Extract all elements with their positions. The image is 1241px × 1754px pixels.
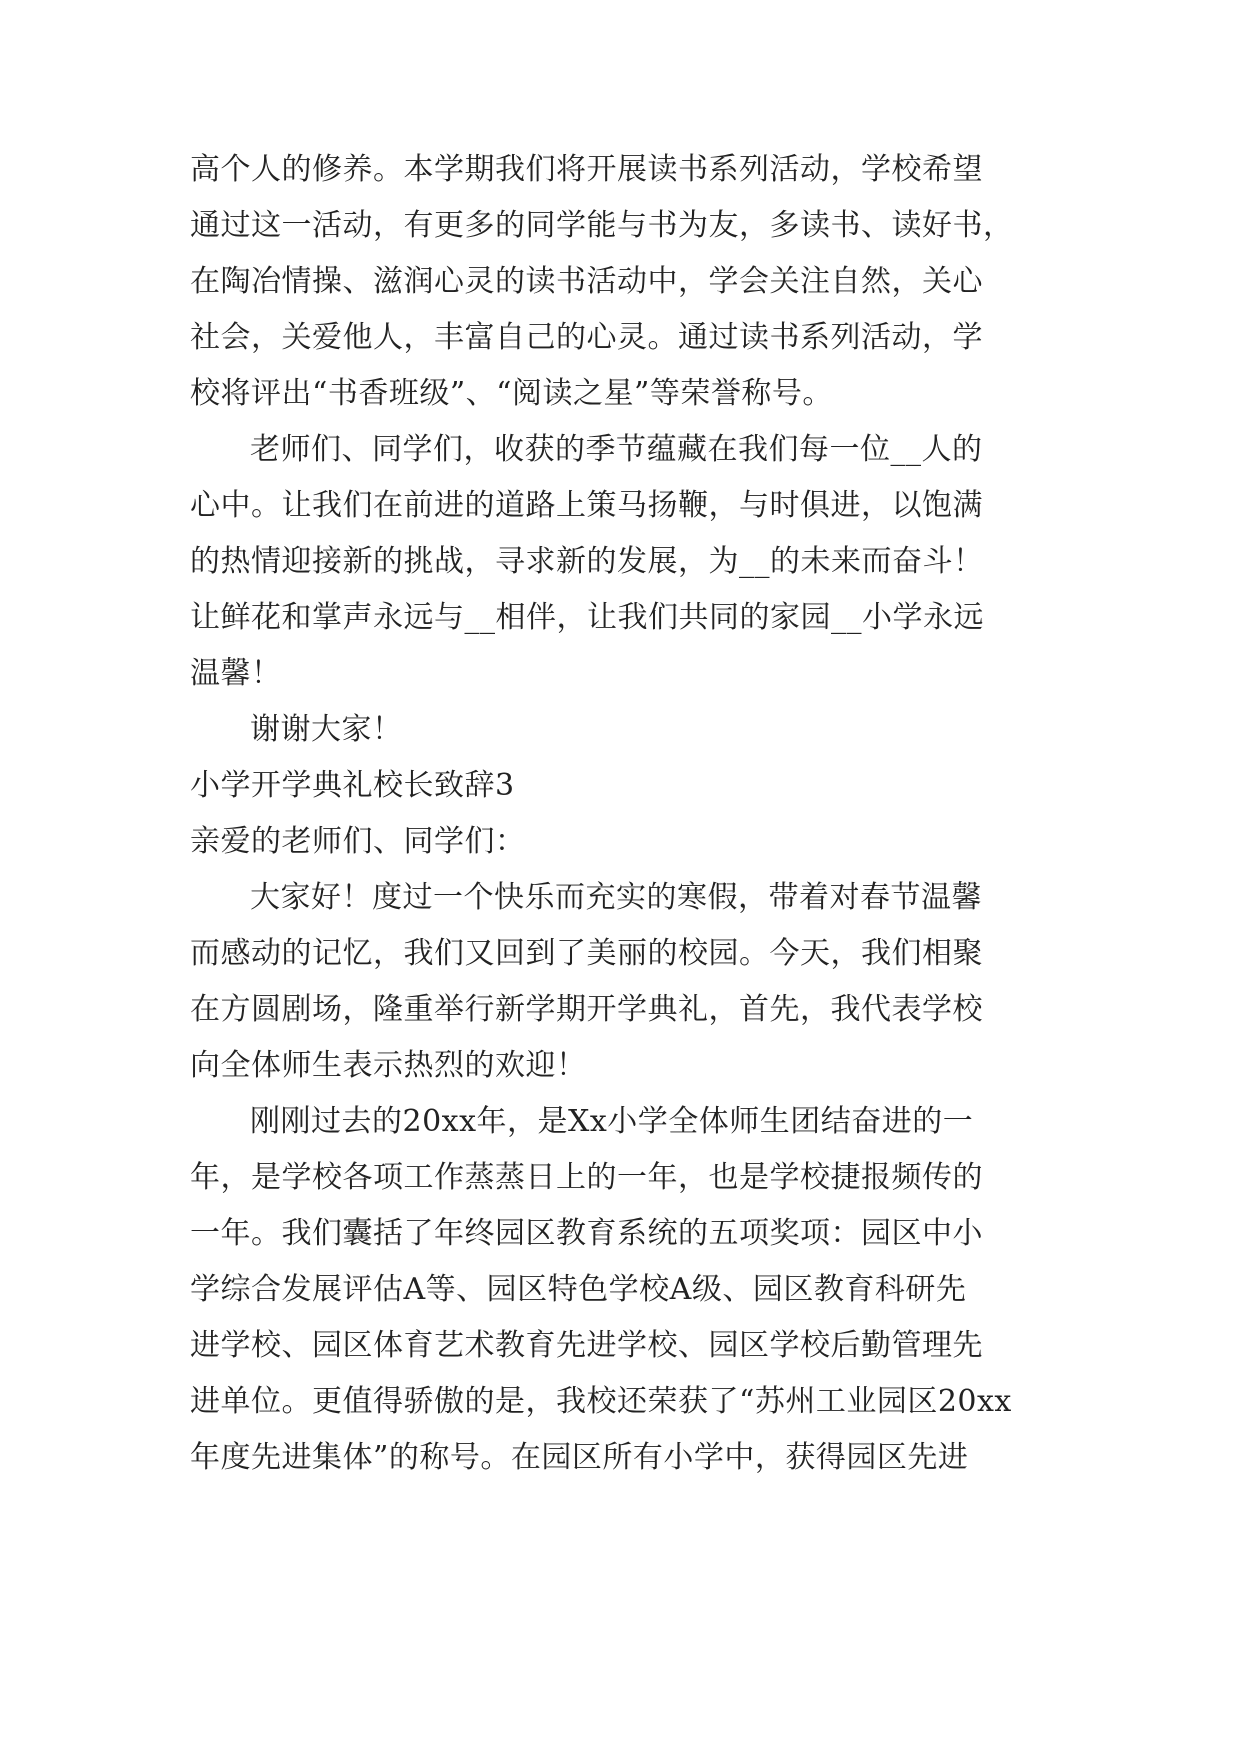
closing-line: 谢谢大家！ <box>250 712 403 747</box>
text-line: 高个人的修养。本学期我们将开展读书系列活动，学校希望 <box>190 152 983 187</box>
text-line: 的热情迎接新的挑战，寻求新的发展，为__的未来而奋斗！ <box>190 544 984 579</box>
text-line: 社会，关爱他人，丰富自己的心灵。通过读书系列活动，学 <box>190 320 983 355</box>
text-line: 一年。我们囊括了年终园区教育系统的五项奖项：园区中小 <box>190 1216 983 1251</box>
text-line: 年度先进集体”的称号。在园区所有小学中，获得园区先进 <box>190 1440 969 1475</box>
text-line: 大家好！度过一个快乐而充实的寒假，带着对春节温馨 <box>250 880 982 915</box>
text-line: 通过这一活动，有更多的同学能与书为友，多读书、读好书， <box>190 208 1014 243</box>
salutation: 亲爱的老师们、同学们： <box>190 824 526 859</box>
text-line: 向全体师生表示热烈的欢迎！ <box>190 1048 587 1083</box>
text-line: 心中。让我们在前进的道路上策马扬鞭，与时俱进，以饱满 <box>190 488 983 523</box>
text-line: 年，是学校各项工作蒸蒸日上的一年，也是学校捷报频传的 <box>190 1160 983 1195</box>
text-line: 而感动的记忆，我们又回到了美丽的校园。今天，我们相聚 <box>190 936 983 971</box>
text-line: 温馨！ <box>190 656 282 691</box>
text-line: 老师们、同学们，收获的季节蕴藏在我们每一位__人的 <box>250 432 983 467</box>
text-line: 学综合发展评估A等、园区特色学校A级、园区教育科研先 <box>190 1272 967 1307</box>
section-title: 小学开学典礼校长致辞3 <box>190 768 515 803</box>
text-line: 刚刚过去的20xx年，是Xx小学全体师生团结奋进的一 <box>250 1104 974 1139</box>
text-line: 校将评出“书香班级”、“阅读之星”等荣誉称号。 <box>190 376 833 411</box>
text-line: 进单位。更值得骄傲的是，我校还荣获了“苏州工业园区20xx <box>190 1384 1012 1419</box>
text-line: 在方圆剧场，隆重举行新学期开学典礼，首先，我代表学校 <box>190 992 983 1027</box>
text-line: 进学校、园区体育艺术教育先进学校、园区学校后勤管理先 <box>190 1328 983 1363</box>
text-line: 在陶冶情操、滋润心灵的读书活动中，学会关注自然，关心 <box>190 264 983 299</box>
text-line: 让鲜花和掌声永远与__相伴，让我们共同的家园__小学永远 <box>190 600 984 635</box>
